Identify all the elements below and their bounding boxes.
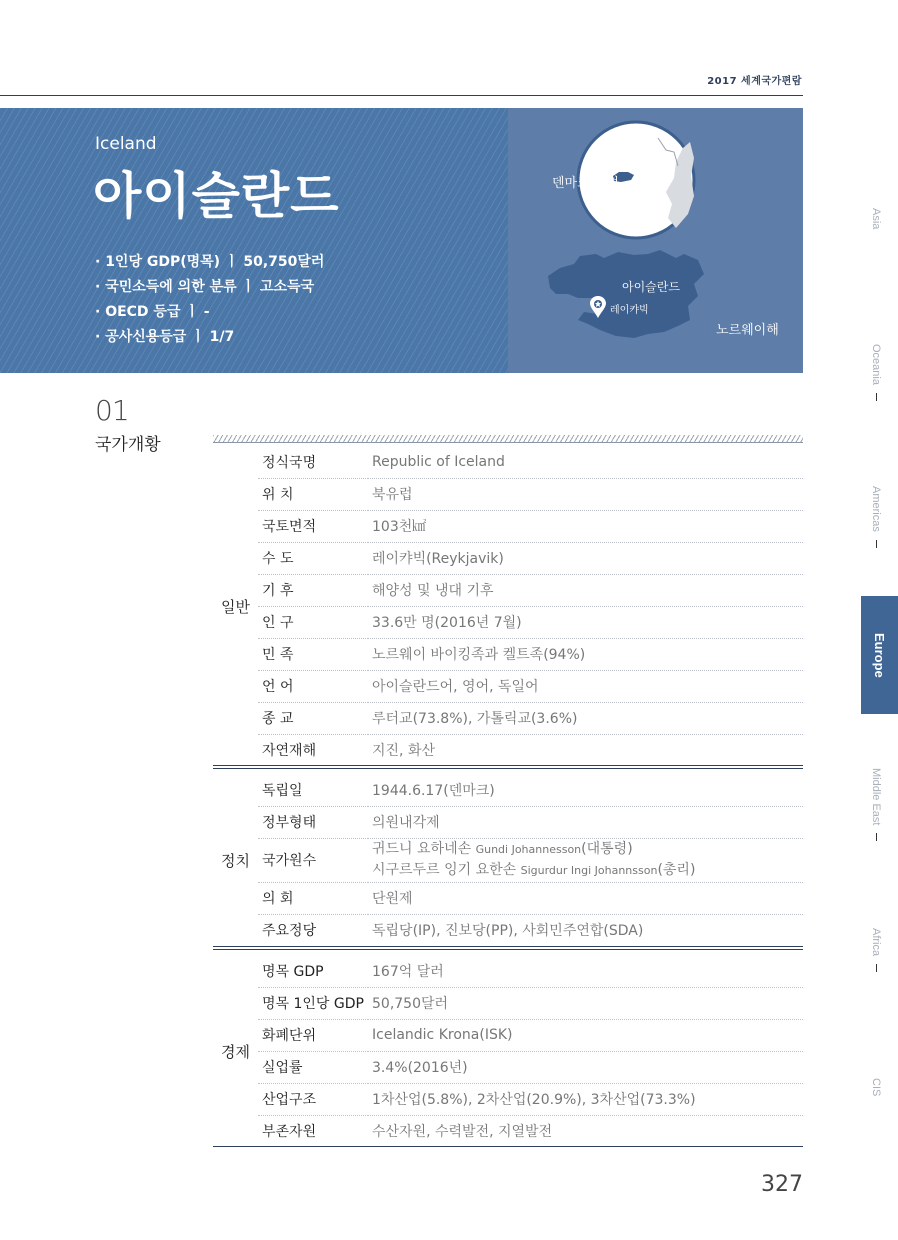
row-label: 민 족 <box>258 638 368 670</box>
row-label: 의 회 <box>258 882 368 914</box>
tab-tick <box>876 393 877 401</box>
row-value: 단원제 <box>368 882 803 914</box>
key-facts-list <box>95 250 324 350</box>
table-row <box>213 1083 803 1115</box>
side-tab-africa[interactable] <box>862 928 890 972</box>
row-value: 해양성 및 냉대 기후 <box>368 574 803 606</box>
country-header <box>0 108 508 373</box>
country-english-name: Iceland <box>95 134 157 154</box>
row-label: 주요정당 <box>262 923 317 940</box>
table-row <box>213 1115 803 1147</box>
fact-income-class: · 국민소득에 의한 분류 ㅣ 고소득국 <box>95 279 315 295</box>
table-row <box>213 774 803 806</box>
pm-name-kr: 시구르두르 잉기 요한손 <box>372 862 517 878</box>
country-map <box>508 108 803 373</box>
tab-tick <box>876 540 877 548</box>
row-label: 독립일 <box>258 774 368 806</box>
row-value: 루터교(73.8%), 가톨릭교(3.6%) <box>368 702 803 734</box>
table-row <box>213 1019 803 1051</box>
row-label: 수 도 <box>258 542 368 574</box>
table-row <box>213 478 803 510</box>
side-tab-label: Middle East <box>870 768 882 826</box>
row-label: 종 교 <box>258 702 368 734</box>
table-row <box>213 838 803 882</box>
row-value: 의원내각제 <box>368 806 803 838</box>
fact-gdp-per-capita: · 1인당 GDP(명목) ㅣ 50,750달러 <box>95 254 325 270</box>
side-tab-oceania[interactable] <box>862 344 890 401</box>
row-value: 103천㎢ <box>368 510 803 542</box>
economy-info-table <box>213 955 803 1147</box>
side-tab-label: Oceania <box>870 344 882 385</box>
section-hatch-bar <box>213 435 803 443</box>
pm-name-en: Sigurdur Ingi Johannsson <box>520 864 658 877</box>
table-row <box>213 955 803 987</box>
row-label: 기 후 <box>258 574 368 606</box>
tab-tick <box>876 833 877 841</box>
group-divider <box>213 946 803 950</box>
row-value: 33.6만 명(2016년 7월) <box>368 606 803 638</box>
section-number: 01 <box>95 394 129 427</box>
row-label: 화폐단위 <box>258 1019 368 1051</box>
side-tab-label: Africa <box>870 928 882 957</box>
country-korean-name: 아이슬란드 <box>93 167 340 225</box>
table-row <box>213 914 803 946</box>
side-tab-label: Asia <box>870 208 882 230</box>
book-title-label: 2017 세계국가편람 <box>707 76 802 87</box>
page-number: 327 <box>761 1172 803 1197</box>
row-label: 인 구 <box>258 606 368 638</box>
head-of-state-line1 <box>372 839 803 860</box>
row-value: 1944.6.17(덴마크) <box>368 774 803 806</box>
table-row <box>213 1051 803 1083</box>
row-label: 언 어 <box>258 670 368 702</box>
fact-oecd-grade: · OECD 등급 ㅣ - <box>95 304 210 320</box>
table-row <box>213 606 803 638</box>
map-label-norwegian-sea: 노르웨이해 <box>716 323 779 338</box>
top-rule <box>0 95 803 96</box>
president-name-kr: 귀드니 요하네손 <box>372 841 472 857</box>
map-label-denmark-strait: 덴마크 해협 <box>552 176 619 191</box>
map-label-reykjavik: 레이캬빅 <box>610 305 649 316</box>
table-row <box>213 638 803 670</box>
side-tab-label: CIS <box>870 1078 882 1097</box>
group-divider <box>213 765 803 769</box>
table-row <box>213 806 803 838</box>
row-value: 노르웨이 바이킹족과 켈트족(94%) <box>368 638 803 670</box>
row-label: 명목 1인당 GDP <box>258 987 368 1019</box>
pm-title: (총리) <box>657 862 696 878</box>
row-value: 1차산업(5.8%), 2차산업(20.9%), 3차산업(73.3%) <box>368 1083 803 1115</box>
head-of-state-line2 <box>372 860 803 881</box>
row-label: 정부형태 <box>258 806 368 838</box>
table-row <box>213 734 803 766</box>
side-tab-europe[interactable] <box>861 596 898 714</box>
row-value: 수산자원, 수력발전, 지열발전 <box>372 1124 553 1141</box>
row-value: 167억 달러 <box>368 955 803 987</box>
table-bottom-rule <box>213 1146 803 1147</box>
row-label: 위 치 <box>258 478 368 510</box>
row-value: Republic of Iceland <box>368 446 803 478</box>
row-value: 아이슬란드어, 영어, 독일어 <box>368 670 803 702</box>
category-politics: 정치 <box>221 851 250 870</box>
side-tab-cis[interactable] <box>862 1078 890 1100</box>
side-tab-asia[interactable] <box>862 208 890 233</box>
table-row <box>213 446 803 478</box>
table-row <box>213 670 803 702</box>
row-label: 자연재해 <box>262 743 317 760</box>
row-label: 부존자원 <box>262 1124 317 1141</box>
row-value: 북유럽 <box>368 478 803 510</box>
president-name-en: Gundi Johannesson <box>475 843 582 856</box>
row-value: 50,750달러 <box>368 987 803 1019</box>
row-value-head-of-state <box>368 838 803 882</box>
tab-tick <box>876 964 877 972</box>
table-row <box>213 542 803 574</box>
fact-credit-grade: · 공사신용등급 ㅣ 1/7 <box>95 329 235 345</box>
table-row <box>213 574 803 606</box>
table-row <box>213 702 803 734</box>
row-label: 실업률 <box>258 1051 368 1083</box>
row-value: 3.4%(2016년) <box>368 1051 803 1083</box>
row-value: 지진, 화산 <box>372 743 435 760</box>
side-tab-middle-east[interactable] <box>862 768 890 841</box>
row-value: Icelandic Krona(ISK) <box>368 1019 803 1051</box>
row-value: 독립당(IP), 진보당(PP), 사회민주연합(SDA) <box>372 923 644 940</box>
side-tab-label: Europe <box>872 632 887 678</box>
map-label-iceland: 아이슬란드 <box>622 280 680 294</box>
row-label: 산업구조 <box>258 1083 368 1115</box>
category-general: 일반 <box>221 597 250 616</box>
row-value: 레이캬빅(Reykjavik) <box>368 542 803 574</box>
category-economy: 경제 <box>221 1042 250 1061</box>
row-label: 국가원수 <box>258 838 368 882</box>
table-row <box>213 987 803 1019</box>
president-title: (대통령) <box>581 841 633 857</box>
side-tab-americas[interactable] <box>862 486 890 548</box>
row-label: 국토면적 <box>258 510 368 542</box>
politics-info-table <box>213 774 803 946</box>
side-tab-label: Americas <box>870 486 882 532</box>
row-label: 명목 GDP <box>258 955 368 987</box>
row-label: 정식국명 <box>258 446 368 478</box>
section-title: 국가개황 <box>95 435 161 455</box>
table-row <box>213 510 803 542</box>
table-row <box>213 882 803 914</box>
general-info-table <box>213 446 803 766</box>
